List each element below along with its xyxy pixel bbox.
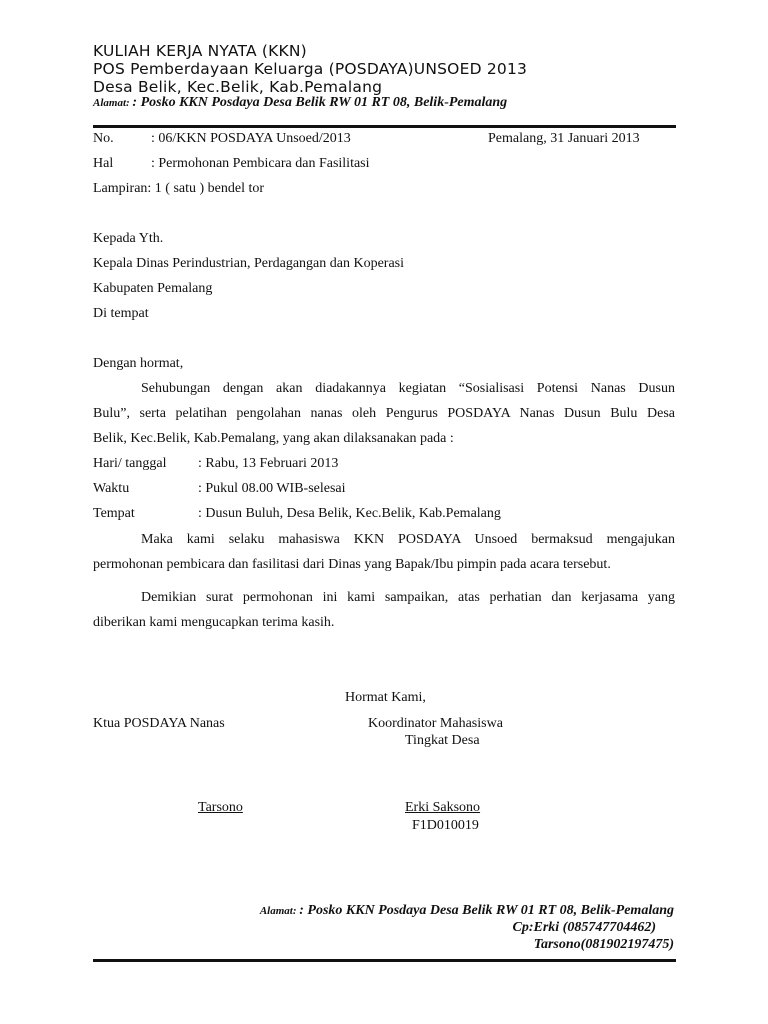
letterhead-line-3: Desa Belik, Kec.Belik, Kab.Pemalang bbox=[93, 78, 383, 96]
event-date-value: : Rabu, 13 Februari 2013 bbox=[198, 456, 339, 471]
header-rule bbox=[93, 125, 676, 128]
no-label: No. bbox=[93, 131, 114, 146]
right-signatory-subtitle: Tingkat Desa bbox=[405, 733, 480, 748]
letterhead-address-text: : Posko KKN Posdaya Desa Belik RW 01 RT 08, Belik-Pemalang bbox=[132, 95, 508, 110]
paragraph-2-line-1: Maka kami selaku mahasiswa KKN POSDAYA Unsoed bermaksud mengajukan bbox=[141, 532, 675, 547]
event-place-label: Tempat bbox=[93, 506, 135, 521]
salutation: Dengan hormat, bbox=[93, 356, 184, 371]
left-signatory-title: Ktua POSDAYA Nanas bbox=[93, 716, 225, 731]
recipient-line-1: Kepala Dinas Perindustrian, Perdagangan dan Koperasi bbox=[93, 256, 405, 271]
letterhead-address bbox=[93, 95, 507, 111]
closing: Hormat Kami, bbox=[345, 690, 426, 705]
hal-value: : Permohonan Pembicara dan Fasilitasi bbox=[151, 156, 370, 171]
no-value: : 06/KKN POSDAYA Unsoed/2013 bbox=[151, 131, 351, 146]
event-date-label: Hari/ tanggal bbox=[93, 456, 167, 471]
footer-contact-1: Cp:Erki (085747704462) bbox=[512, 920, 656, 935]
recipient-greeting: Kepada Yth. bbox=[93, 231, 164, 246]
right-signatory-name: Erki Saksono bbox=[405, 800, 481, 815]
footer-contact-2: Tarsono(081902197475) bbox=[533, 937, 674, 952]
footer-address bbox=[260, 903, 674, 919]
paragraph-3-line-1: Demikian surat permohonan ini kami sampaikan, atas perhatian dan kerjasama yang bbox=[141, 590, 675, 605]
right-signatory-title: Koordinator Mahasiswa bbox=[368, 716, 503, 731]
letterhead-line-2: POS Pemberdayaan Keluarga (POSDAYA)UNSOED 2013 bbox=[93, 60, 528, 78]
paragraph-3-line-2: diberikan kami mengucapkan terima kasih. bbox=[93, 615, 335, 630]
event-time-value: : Pukul 08.00 WIB-selesai bbox=[198, 481, 346, 496]
letter-date: Pemalang, 31 Januari 2013 bbox=[488, 131, 640, 146]
recipient-line-3: Di tempat bbox=[93, 306, 149, 321]
footer-address-label: Alamat: bbox=[259, 905, 300, 917]
recipient-line-2: Kabupaten Pemalang bbox=[93, 281, 213, 296]
hal-label: Hal bbox=[93, 156, 114, 171]
paragraph-1-line-1: Sehubungan dengan akan diadakannya kegiatan “Sosialisasi Potensi Nanas Dusun bbox=[141, 381, 675, 396]
paragraph-2-line-2: permohonan pembicara dan fasilitasi dari Dinas yang Bapak/Ibu pimpin pada acara tersebut. bbox=[93, 557, 611, 572]
paragraph-1-line-3: Belik, Kec.Belik, Kab.Pemalang, yang akan dilaksanakan pada : bbox=[93, 431, 454, 446]
letterhead-line-1: KULIAH KERJA NYATA (KKN) bbox=[93, 42, 307, 60]
footer-rule bbox=[93, 959, 676, 962]
paragraph-1-line-2: Bulu”, serta pelatihan pengolahan nanas oleh Pengurus POSDAYA Nanas Dusun Bulu Desa bbox=[93, 406, 675, 421]
left-signatory-name: Tarsono bbox=[198, 800, 243, 815]
right-signatory-id: F1D010019 bbox=[412, 818, 479, 833]
event-time-label: Waktu bbox=[93, 481, 130, 496]
footer-address-text: : Posko KKN Posdaya Desa Belik RW 01 RT 08, Belik-Pemalang bbox=[299, 903, 674, 918]
lampiran: Lampiran: 1 ( satu ) bendel tor bbox=[93, 181, 265, 196]
letterhead-address-label: Alamat: bbox=[93, 97, 133, 109]
event-place-value: : Dusun Buluh, Desa Belik, Kec.Belik, Kab.Pemalang bbox=[198, 506, 501, 521]
